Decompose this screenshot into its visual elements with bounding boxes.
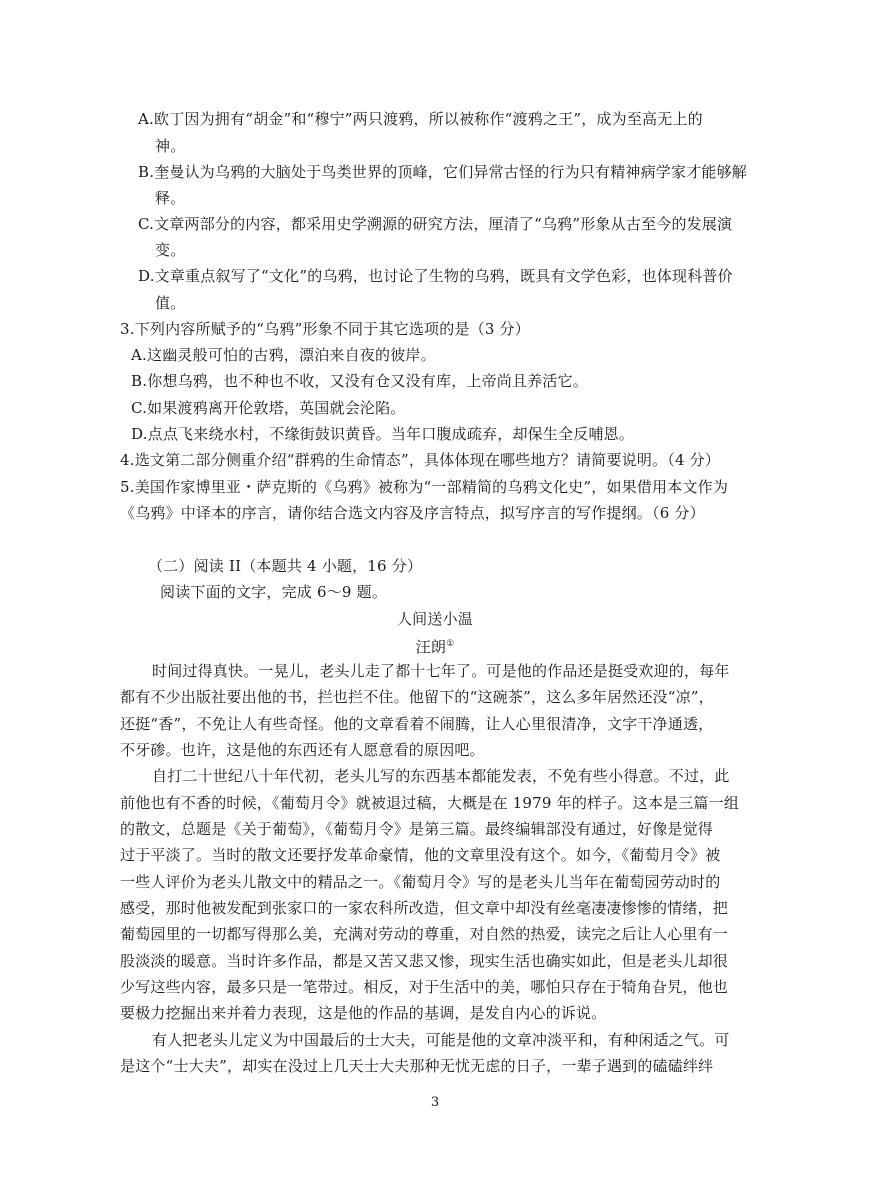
q2-option-c-cont: 变。 (155, 241, 186, 259)
q5-stem-cont: 《乌鸦》中译本的序言，请你结合选文内容及序言特点，拟写序言的写作提纲。（6 分） (120, 504, 705, 522)
passage-line: 是这个“士大夫”，却实在没过上几天士大夫那种无忧无虑的日子，一辈子遇到的磕磕绊绊 (120, 1057, 714, 1075)
passage-line: 要极力挖掘出来并着力表现，这是他的作品的基调，是发自内心的诉说。 (120, 1004, 607, 1022)
passage-line: 还挺“香”，不免让人有些奇怪。他的文章看着不闹腾，让人心里很清净，文字干净通透， (120, 715, 714, 733)
q3-option-c: C.如果渡鸦离开伦敦塔，英国就会沦陷。 (131, 399, 406, 417)
q2-option-d-cont: 值。 (155, 294, 186, 312)
page-number: 3 (430, 1095, 440, 1110)
passage-line: 股淡淡的暖意。当时许多作品，都是又苦又悲又惨，现实生活也确实如此，但是老头儿却很 (120, 952, 729, 970)
q3-option-a: A.这幽灵般可怕的古鸦，漂泊来自夜的彼岸。 (131, 346, 436, 364)
q4-stem: 4.选文第二部分侧重介绍“群鸦的生命情态”，具体体现在哪些地方？请简要说明。（4 分） (120, 451, 721, 469)
q5-stem: 5.美国作家博里亚・萨克斯的《乌鸦》被称为“一部精简的乌鸦文化史”，如果借用本文作为 (120, 478, 729, 496)
passage-line: 过于平淡了。当时的散文还要抒发革命豪情，他的文章里没有这个。如今，《葡萄月令》被 (120, 846, 721, 864)
passage-line: 有人把老头儿定义为中国最后的士大夫，可能是他的文章冲淡平和，有种闲适之气。可 (152, 1031, 730, 1049)
passage-line: 感受，那时他被发配到张家口的一家农科所改造，但文章中却没有丝毫凄凄惨惨的情绪，把 (120, 899, 729, 917)
section-instruction: 阅读下面的文字，完成 6～9 题。 (160, 583, 388, 601)
q2-option-b: B.奎曼认为乌鸦的大脑处于鸟类世界的顶峰，它们异常古怪的行为只有精神病学家才能够解 (138, 163, 747, 181)
q2-option-c: C.文章两部分的内容，都采用史学溯源的研究方法，厘清了“乌鸦”形象从古至今的发展演 (138, 215, 733, 233)
q2-option-d: D.文章重点叙写了“文化”的乌鸦，也讨论了生物的乌鸦，既具有文学色彩，也体现科普价 (138, 267, 733, 285)
passage-line: 都有不少出版社要出他的书，拦也拦不住。他留下的“这碗茶”，这么多年居然还没“凉”， (120, 688, 714, 706)
passage-line: 的散文，总题是《关于葡萄》，《葡萄月令》是第三篇。最终编辑部没有通过，好像是觉得 (120, 820, 714, 838)
passage-line: 不牙碜。也许，这是他的东西还有人愿意看的原因吧。 (120, 741, 485, 759)
q2-option-a: A.欧丁因为拥有“胡金”和“穆宁”两只渡鸦，所以被称作“渡鸦之王”，成为至高无上的 (138, 110, 703, 128)
passage-line: 一些人评价为老头儿散文中的精品之一。《葡萄月令》写的是老头儿当年在葡萄园劳动时的 (120, 873, 721, 891)
section-heading: （二）阅读 II（本题共 4 小题，16 分） (148, 557, 423, 575)
passage-line: 少写这些内容，最多只是一笔带过。相反，对于生活中的美，哪怕只存在于犄角旮旯，他也 (120, 978, 729, 996)
passage-title: 人间送小温 (396, 610, 473, 628)
passage-line: 自打二十世纪八十年代初，老头儿写的东西基本都能发表，不免有些小得意。不过，此 (152, 767, 730, 785)
passage-line: 前他也有不香的时候，《葡萄月令》就被退过稿，大概是在 1979 年的样子。这本是三篇一组 (120, 794, 740, 812)
footnote-marker: ① (446, 639, 455, 649)
q2-option-b-cont: 释。 (155, 189, 186, 207)
passage-line: 葡萄园里的一切都写得那么美，充满对劳动的尊重，对自然的热爱，读完之后让人心里有一 (120, 925, 729, 943)
q3-stem: 3.下列内容所赋予的“乌鸦”形象不同于其它选项的是（3 分） (120, 320, 530, 338)
passage-line: 时间过得真快。一晃儿，老头儿走了都十七年了。可是他的作品还是挺受欢迎的，每年 (152, 662, 730, 680)
q3-option-b: B.你想乌鸦，也不种也不收，又没有仓又没有库，上帝尚且养活它。 (131, 372, 588, 390)
q2-option-a-cont: 神。 (155, 137, 186, 155)
author-name: 汪朗 (415, 638, 447, 656)
q3-option-d: D.点点飞来绕水村，不缘街鼓识黄昏。当年口腹成疏弃，却保生全反哺恩。 (131, 425, 635, 443)
passage-author (0, 633, 870, 658)
